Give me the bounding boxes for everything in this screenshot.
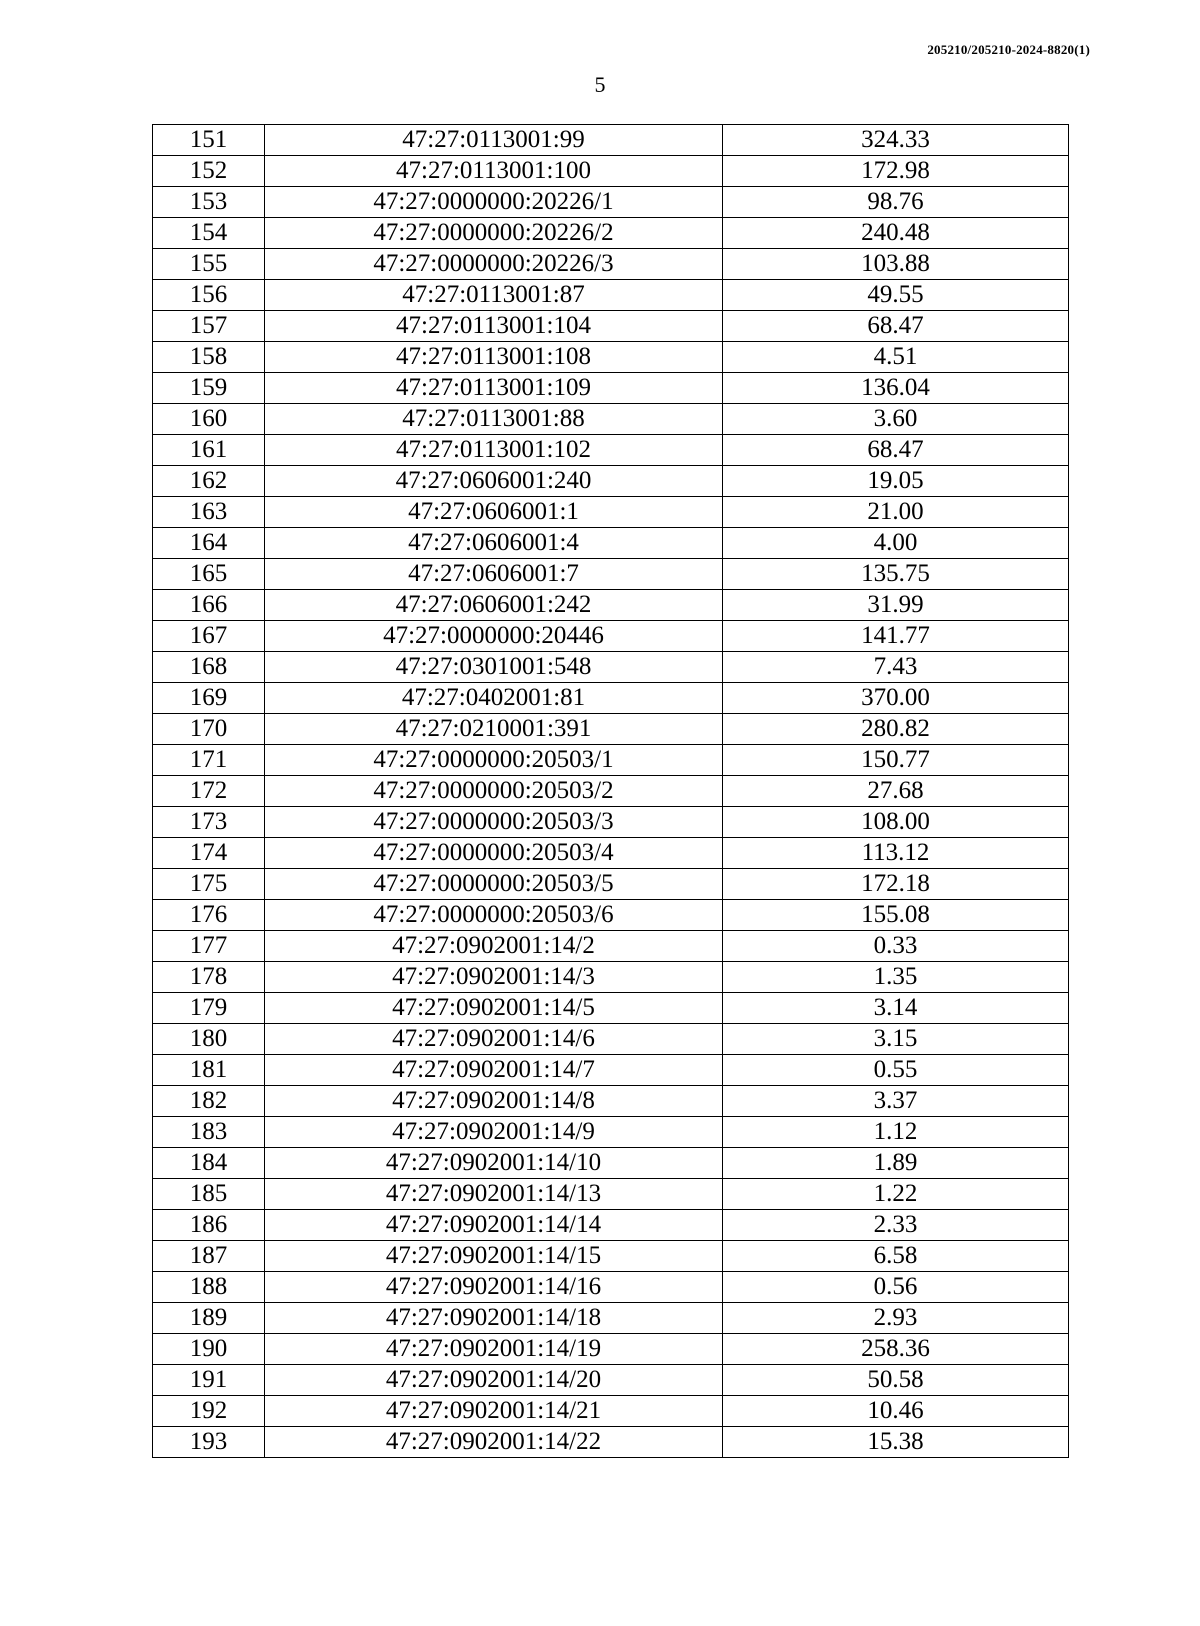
cadastral-number-cell: 47:27:0000000:20503/6 xyxy=(265,900,723,931)
table-row xyxy=(153,466,1069,497)
row-number-cell: 172 xyxy=(153,776,265,807)
table-row xyxy=(153,311,1069,342)
area-value-cell: 280.82 xyxy=(723,714,1069,745)
area-value-cell: 136.04 xyxy=(723,373,1069,404)
row-number-cell: 189 xyxy=(153,1303,265,1334)
table-row xyxy=(153,745,1069,776)
parcel-table-body xyxy=(153,125,1069,1458)
table-row xyxy=(153,1179,1069,1210)
table-row xyxy=(153,1303,1069,1334)
area-value-cell: 370.00 xyxy=(723,683,1069,714)
area-value-cell: 103.88 xyxy=(723,249,1069,280)
row-number-cell: 152 xyxy=(153,156,265,187)
area-value-cell: 108.00 xyxy=(723,807,1069,838)
area-value-cell: 15.38 xyxy=(723,1427,1069,1458)
table-row xyxy=(153,342,1069,373)
table-row xyxy=(153,1024,1069,1055)
document-id: 205210/205210-2024-8820(1) xyxy=(927,42,1090,57)
table-row xyxy=(153,590,1069,621)
cadastral-number-cell: 47:27:0606001:242 xyxy=(265,590,723,621)
table-row xyxy=(153,435,1069,466)
table-row xyxy=(153,900,1069,931)
cadastral-number-cell: 47:27:0402001:81 xyxy=(265,683,723,714)
table-row xyxy=(153,373,1069,404)
table-row xyxy=(153,962,1069,993)
cadastral-number-cell: 47:27:0000000:20446 xyxy=(265,621,723,652)
table-row xyxy=(153,1427,1069,1458)
cadastral-number-cell: 47:27:0113001:102 xyxy=(265,435,723,466)
cadastral-number-cell: 47:27:0902001:14/7 xyxy=(265,1055,723,1086)
row-number-cell: 185 xyxy=(153,1179,265,1210)
cadastral-number-cell: 47:27:0902001:14/19 xyxy=(265,1334,723,1365)
cadastral-number-cell: 47:27:0902001:14/16 xyxy=(265,1272,723,1303)
area-value-cell: 21.00 xyxy=(723,497,1069,528)
cadastral-number-cell: 47:27:0902001:14/6 xyxy=(265,1024,723,1055)
area-value-cell: 68.47 xyxy=(723,311,1069,342)
table-row xyxy=(153,249,1069,280)
area-value-cell: 3.14 xyxy=(723,993,1069,1024)
cadastral-number-cell: 47:27:0113001:87 xyxy=(265,280,723,311)
area-value-cell: 172.18 xyxy=(723,869,1069,900)
table-row xyxy=(153,1117,1069,1148)
cadastral-number-cell: 47:27:0902001:14/10 xyxy=(265,1148,723,1179)
row-number-cell: 155 xyxy=(153,249,265,280)
area-value-cell: 31.99 xyxy=(723,590,1069,621)
area-value-cell: 0.55 xyxy=(723,1055,1069,1086)
row-number-cell: 168 xyxy=(153,652,265,683)
cadastral-number-cell: 47:27:0606001:240 xyxy=(265,466,723,497)
area-value-cell: 3.37 xyxy=(723,1086,1069,1117)
cadastral-number-cell: 47:27:0902001:14/14 xyxy=(265,1210,723,1241)
row-number-cell: 183 xyxy=(153,1117,265,1148)
row-number-cell: 161 xyxy=(153,435,265,466)
table-row xyxy=(153,280,1069,311)
row-number-cell: 176 xyxy=(153,900,265,931)
cadastral-number-cell: 47:27:0000000:20503/1 xyxy=(265,745,723,776)
table-row xyxy=(153,1055,1069,1086)
cadastral-number-cell: 47:27:0000000:20226/3 xyxy=(265,249,723,280)
area-value-cell: 240.48 xyxy=(723,218,1069,249)
table-row xyxy=(153,218,1069,249)
area-value-cell: 113.12 xyxy=(723,838,1069,869)
row-number-cell: 162 xyxy=(153,466,265,497)
cadastral-number-cell: 47:27:0902001:14/2 xyxy=(265,931,723,962)
table-row xyxy=(153,528,1069,559)
row-number-cell: 158 xyxy=(153,342,265,373)
row-number-cell: 177 xyxy=(153,931,265,962)
area-value-cell: 1.12 xyxy=(723,1117,1069,1148)
area-value-cell: 3.60 xyxy=(723,404,1069,435)
row-number-cell: 153 xyxy=(153,187,265,218)
area-value-cell: 4.51 xyxy=(723,342,1069,373)
area-value-cell: 49.55 xyxy=(723,280,1069,311)
area-value-cell: 4.00 xyxy=(723,528,1069,559)
row-number-cell: 157 xyxy=(153,311,265,342)
table-row xyxy=(153,1148,1069,1179)
table-row xyxy=(153,187,1069,218)
row-number-cell: 170 xyxy=(153,714,265,745)
row-number-cell: 154 xyxy=(153,218,265,249)
table-row xyxy=(153,931,1069,962)
row-number-cell: 178 xyxy=(153,962,265,993)
table-row xyxy=(153,1210,1069,1241)
page-number: 5 xyxy=(594,72,606,97)
table-row xyxy=(153,993,1069,1024)
row-number-cell: 180 xyxy=(153,1024,265,1055)
area-value-cell: 0.33 xyxy=(723,931,1069,962)
cadastral-number-cell: 47:27:0113001:108 xyxy=(265,342,723,373)
cadastral-number-cell: 47:27:0113001:104 xyxy=(265,311,723,342)
row-number-cell: 166 xyxy=(153,590,265,621)
area-value-cell: 324.33 xyxy=(723,125,1069,156)
parcel-table xyxy=(152,124,1069,1458)
cadastral-number-cell: 47:27:0210001:391 xyxy=(265,714,723,745)
area-value-cell: 10.46 xyxy=(723,1396,1069,1427)
cadastral-number-cell: 47:27:0113001:100 xyxy=(265,156,723,187)
cadastral-number-cell: 47:27:0000000:20503/5 xyxy=(265,869,723,900)
area-value-cell: 19.05 xyxy=(723,466,1069,497)
row-number-cell: 186 xyxy=(153,1210,265,1241)
row-number-cell: 193 xyxy=(153,1427,265,1458)
row-number-cell: 160 xyxy=(153,404,265,435)
cadastral-number-cell: 47:27:0902001:14/3 xyxy=(265,962,723,993)
table-row xyxy=(153,683,1069,714)
area-value-cell: 150.77 xyxy=(723,745,1069,776)
table-row xyxy=(153,1086,1069,1117)
row-number-cell: 175 xyxy=(153,869,265,900)
row-number-cell: 182 xyxy=(153,1086,265,1117)
row-number-cell: 171 xyxy=(153,745,265,776)
table-row xyxy=(153,807,1069,838)
cadastral-number-cell: 47:27:0902001:14/15 xyxy=(265,1241,723,1272)
cadastral-number-cell: 47:27:0301001:548 xyxy=(265,652,723,683)
row-number-cell: 163 xyxy=(153,497,265,528)
table-row xyxy=(153,838,1069,869)
row-number-cell: 191 xyxy=(153,1365,265,1396)
area-value-cell: 50.58 xyxy=(723,1365,1069,1396)
row-number-cell: 156 xyxy=(153,280,265,311)
area-value-cell: 135.75 xyxy=(723,559,1069,590)
table-row xyxy=(153,1334,1069,1365)
row-number-cell: 187 xyxy=(153,1241,265,1272)
table-row xyxy=(153,1272,1069,1303)
cadastral-number-cell: 47:27:0902001:14/20 xyxy=(265,1365,723,1396)
area-value-cell: 1.35 xyxy=(723,962,1069,993)
row-number-cell: 165 xyxy=(153,559,265,590)
area-value-cell: 141.77 xyxy=(723,621,1069,652)
row-number-cell: 181 xyxy=(153,1055,265,1086)
cadastral-number-cell: 47:27:0113001:109 xyxy=(265,373,723,404)
cadastral-number-cell: 47:27:0902001:14/13 xyxy=(265,1179,723,1210)
area-value-cell: 258.36 xyxy=(723,1334,1069,1365)
row-number-cell: 164 xyxy=(153,528,265,559)
area-value-cell: 98.76 xyxy=(723,187,1069,218)
table-row xyxy=(153,125,1069,156)
cadastral-number-cell: 47:27:0113001:99 xyxy=(265,125,723,156)
table-row xyxy=(153,497,1069,528)
table-row xyxy=(153,776,1069,807)
table-row xyxy=(153,559,1069,590)
row-number-cell: 173 xyxy=(153,807,265,838)
cadastral-number-cell: 47:27:0000000:20226/1 xyxy=(265,187,723,218)
area-value-cell: 0.56 xyxy=(723,1272,1069,1303)
table-row xyxy=(153,1241,1069,1272)
cadastral-number-cell: 47:27:0000000:20503/4 xyxy=(265,838,723,869)
row-number-cell: 159 xyxy=(153,373,265,404)
area-value-cell: 2.93 xyxy=(723,1303,1069,1334)
cadastral-number-cell: 47:27:0606001:7 xyxy=(265,559,723,590)
cadastral-number-cell: 47:27:0902001:14/9 xyxy=(265,1117,723,1148)
area-value-cell: 68.47 xyxy=(723,435,1069,466)
table-row xyxy=(153,652,1069,683)
table-row xyxy=(153,621,1069,652)
row-number-cell: 192 xyxy=(153,1396,265,1427)
table-row xyxy=(153,714,1069,745)
row-number-cell: 167 xyxy=(153,621,265,652)
row-number-cell: 190 xyxy=(153,1334,265,1365)
table-row xyxy=(153,1365,1069,1396)
cadastral-number-cell: 47:27:0902001:14/22 xyxy=(265,1427,723,1458)
row-number-cell: 174 xyxy=(153,838,265,869)
cadastral-number-cell: 47:27:0000000:20503/2 xyxy=(265,776,723,807)
area-value-cell: 27.68 xyxy=(723,776,1069,807)
cadastral-number-cell: 47:27:0606001:1 xyxy=(265,497,723,528)
cadastral-number-cell: 47:27:0902001:14/8 xyxy=(265,1086,723,1117)
cadastral-number-cell: 47:27:0113001:88 xyxy=(265,404,723,435)
area-value-cell: 155.08 xyxy=(723,900,1069,931)
area-value-cell: 6.58 xyxy=(723,1241,1069,1272)
row-number-cell: 188 xyxy=(153,1272,265,1303)
cadastral-number-cell: 47:27:0606001:4 xyxy=(265,528,723,559)
area-value-cell: 3.15 xyxy=(723,1024,1069,1055)
area-value-cell: 7.43 xyxy=(723,652,1069,683)
cadastral-number-cell: 47:27:0902001:14/18 xyxy=(265,1303,723,1334)
area-value-cell: 2.33 xyxy=(723,1210,1069,1241)
table-row xyxy=(153,156,1069,187)
cadastral-number-cell: 47:27:0000000:20226/2 xyxy=(265,218,723,249)
table-row xyxy=(153,869,1069,900)
row-number-cell: 179 xyxy=(153,993,265,1024)
table-row xyxy=(153,404,1069,435)
row-number-cell: 169 xyxy=(153,683,265,714)
area-value-cell: 1.22 xyxy=(723,1179,1069,1210)
cadastral-number-cell: 47:27:0000000:20503/3 xyxy=(265,807,723,838)
cadastral-number-cell: 47:27:0902001:14/21 xyxy=(265,1396,723,1427)
row-number-cell: 184 xyxy=(153,1148,265,1179)
area-value-cell: 172.98 xyxy=(723,156,1069,187)
table-row xyxy=(153,1396,1069,1427)
area-value-cell: 1.89 xyxy=(723,1148,1069,1179)
cadastral-number-cell: 47:27:0902001:14/5 xyxy=(265,993,723,1024)
row-number-cell: 151 xyxy=(153,125,265,156)
